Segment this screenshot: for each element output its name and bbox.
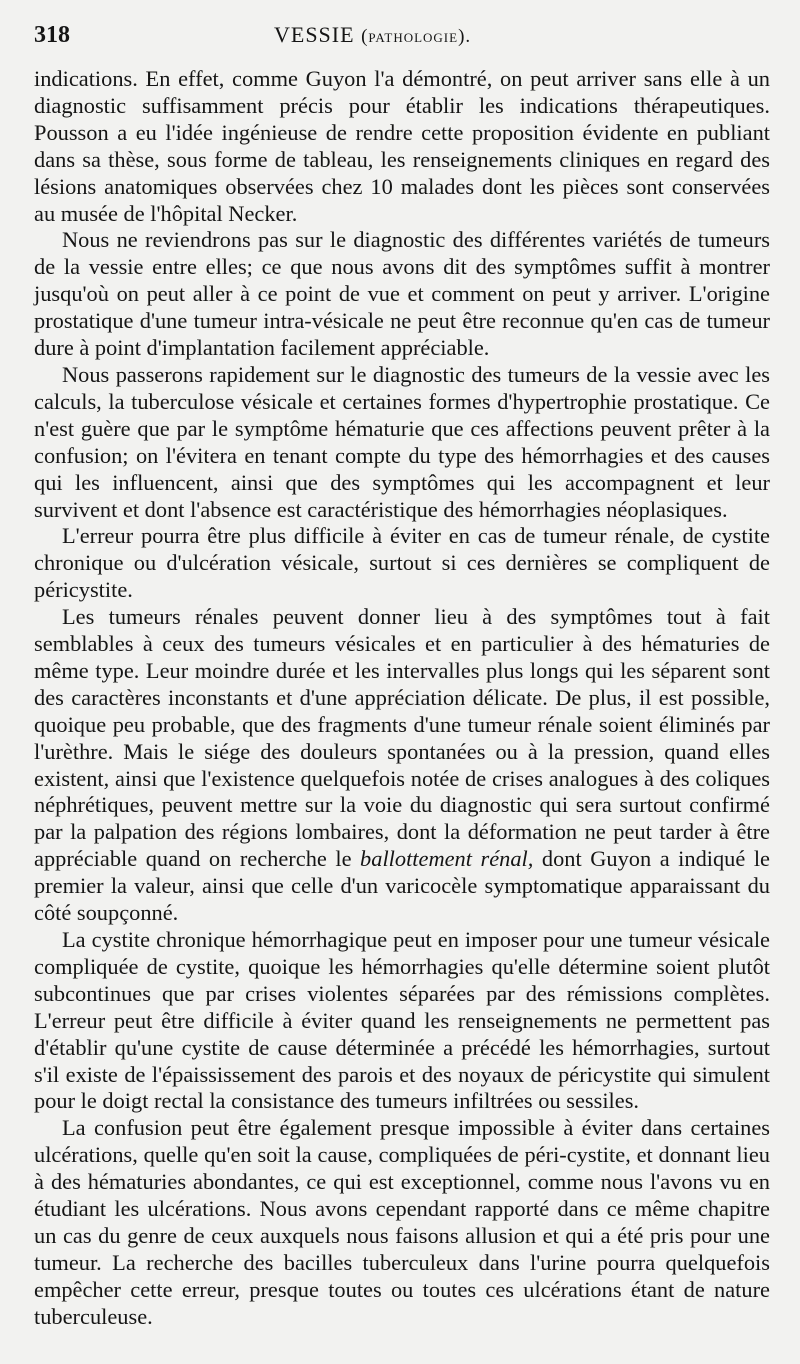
paragraph-4: L'erreur pourra être plus difficile à éviter en cas de tumeur rénale, de cystite chronique ou d'ulcération vésicale, surtout si ces dernières se compliquent de péricystite. — [34, 523, 770, 603]
running-head-subtitle: (pathologie). — [361, 26, 472, 47]
paragraph-7: La confusion peut être également presque impossible à éviter dans certaines ulcérations, quelle qu'en soit la cause, compliquées de péri-cystite, et donnant lieu à des hématuries abondantes, ce qui est exceptionnel, comme nous l'avons vu en étudiant les ulcérations. Nous avons cependant rapporté dans ce même chapitre un cas du genre de ceux auxquels nous faisons allusion et qui a été pris pour une tumeur. La recherche des bacilles tuberculeux dans l'urine pourra quelquefois empêcher cette erreur, presque toutes ou toutes ces ulcérations étant de nature tuberculeuse. — [34, 1115, 770, 1329]
running-head — [274, 22, 471, 48]
paragraph-5-text-before: Les tumeurs rénales peuvent donner lieu à des symptômes tout à fait semblables à ceux des tumeurs vésicales et en particulier à des hématuries de même type. Leur moindre durée et les intervalles plus longs qui les séparent sont des caractères inconstants et d'une appréciation délicate. De plus, il est possible, quoique peu probable, que des fragments d'une tumeur rénale soient éliminés par l'urèthre. Mais le siége des douleurs spontanées ou à la pression, quand elles existent, ainsi que l'existence quelquefois notée de crises analogues à des coliques néphrétiques, peuvent mettre sur la voie du diagnostic qui sera surtout confirmé par la palpation des régions lombaires, dont la déformation ne peut tarder à être appréciable quand on recherche le — [34, 604, 770, 872]
paragraph-5-text-after: dont Guyon a indiqué le premier la valeur, ainsi que celle d'un varicocèle symptomatique apparaissant du côté soupçonné. — [34, 846, 770, 926]
paragraph-5-italic-term: ballottement rénal, — [360, 846, 534, 872]
paragraph-6: La cystite chronique hémorrhagique peut en imposer pour une tumeur vésicale compliquée de cystite, quoique les hémorrhagies qu'elle détermine soient plutôt subcontinues que par crises violentes séparées par des rémissions complètes. L'erreur peut être difficile à éviter quand les renseignements ne permettent pas d'établir qu'une cystite de cause déterminée a précédé les hémorrhagies, surtout s'il existe de l'épaississement des parois et des noyaux de péricystite qui simulent pour le doigt rectal la consistance des tumeurs infiltrées ou sessiles. — [34, 927, 770, 1114]
paragraph-5 — [34, 604, 770, 927]
page-number: 318 — [34, 22, 70, 48]
paragraph-1: indications. En effet, comme Guyon l'a démontré, on peut arriver sans elle à un diagnostic suffisamment précis pour établir les indications thérapeutiques. Pousson a eu l'idée ingénieuse de rendre cette proposition évidente en publiant dans sa thèse, sous forme de tableau, les renseignements cliniques en regard des lésions anatomiques observées chez 10 malades dont les pièces sont conservées au musée de l'hôpital Necker. — [34, 66, 770, 226]
body-text — [34, 66, 770, 1331]
page-header — [34, 22, 770, 66]
paragraph-2: Nous ne reviendrons pas sur le diagnostic des différentes variétés de tumeurs de la vessie entre elles; ce que nous avons dit des symptômes suffit à montrer jusqu'où on peut aller à ce point de vue et comment on peut y arriver. L'origine prostatique d'une tumeur intra-vésicale ne peut être reconnue qu'en cas de tumeur dure à point d'implantation facilement appréciable. — [34, 227, 770, 361]
paragraph-3: Nous passerons rapidement sur le diagnostic des tumeurs de la vessie avec les calculs, la tuberculose vésicale et certaines formes d'hypertrophie prostatique. Ce n'est guère que par le symptôme hématurie que ces affections peuvent prêter à la confusion; on l'évitera en tenant compte du type des hémorrhagies et des causes qui les influencent, ainsi que des symptômes qui les accompagnent et leur survivent et dont l'absence est caractéristique des hémorrhagies néoplasiques. — [34, 361, 770, 522]
running-head-title: VESSIE — [274, 22, 355, 47]
